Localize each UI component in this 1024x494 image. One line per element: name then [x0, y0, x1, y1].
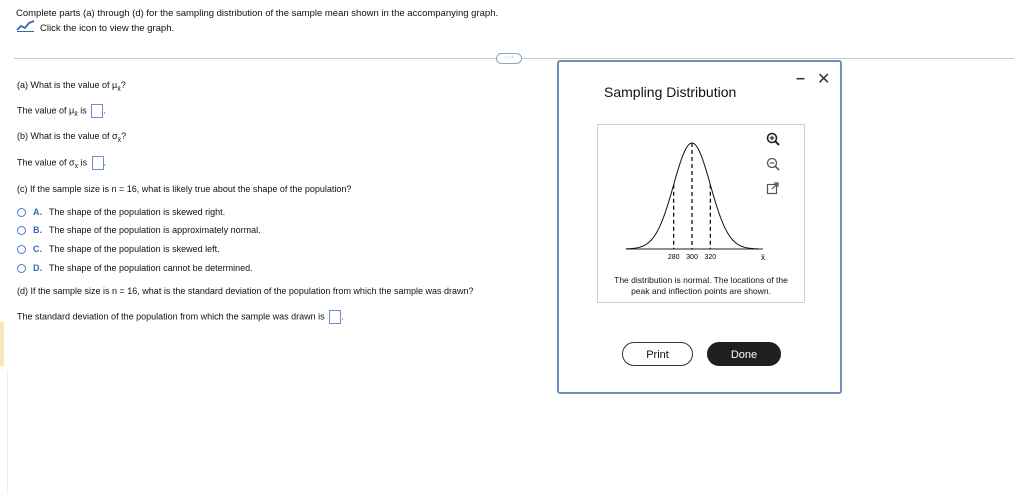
answer-d-input[interactable] [329, 310, 341, 324]
answer-b-input[interactable] [92, 156, 104, 170]
tick-label-320: 320 [704, 254, 717, 261]
radio-option-d[interactable] [17, 264, 26, 273]
minimize-button[interactable]: – [796, 70, 805, 87]
radio-option-c[interactable] [17, 245, 26, 254]
instruction-text: Complete parts (a) through (d) for the sampling distribution of the sample mean shown in the accompanying graph. [16, 8, 499, 19]
dialog-title: Sampling Distribution [604, 84, 737, 100]
graph-icon[interactable] [16, 20, 35, 36]
option-b[interactable]: B. The shape of the population is approximately normal. [17, 225, 261, 235]
graph-caption: The distribution is normal. The locations of the peak and inflection points are shown. [614, 275, 788, 296]
print-button[interactable]: Print [622, 342, 693, 366]
graph-dialog [557, 60, 842, 394]
tick-label-280: 280 [667, 254, 680, 261]
answer-a-row: The value of $\mu_{x̄}$ is . [17, 105, 106, 119]
graph-link[interactable]: Click the icon to view the graph. [40, 22, 175, 34]
zoom-in-icon[interactable] [765, 131, 781, 147]
question-b: (b) What is the value of $\sigma_{x̄}$? [17, 131, 127, 144]
answer-d-row: The standard deviation of the population from which the sample was drawn is . [17, 310, 344, 324]
side-accent [0, 322, 4, 366]
radio-option-a[interactable] [17, 208, 26, 217]
done-button[interactable]: Done [707, 342, 781, 366]
graph-panel [597, 124, 805, 303]
answer-b-row: The value of $\sigma_x$ is . [17, 157, 107, 171]
side-rule [7, 370, 8, 494]
tick-label-300: 300 [686, 254, 698, 261]
close-button[interactable]: ✕ [817, 71, 831, 88]
external-link-icon[interactable] [765, 180, 781, 196]
x-axis-label: x̄ [761, 253, 765, 262]
option-a[interactable]: A. The shape of the population is skewed right. [17, 207, 225, 217]
more-button[interactable]: ···· [496, 53, 522, 64]
question-c: (c) If the sample size is n = 16, what is likely true about the shape of the population? [17, 184, 352, 194]
zoom-out-icon[interactable] [765, 156, 781, 172]
question-a: (a) What is the value of $\mu_{x̄}$? [17, 80, 126, 93]
header [16, 7, 498, 36]
question-d: (d) If the sample size is n = 16, what is the standard deviation of the population from which the sample was drawn? [17, 286, 474, 296]
option-c[interactable]: C. The shape of the population is skewed left. [17, 244, 220, 254]
answer-a-input[interactable] [91, 104, 103, 118]
radio-option-b[interactable] [17, 226, 26, 235]
option-d[interactable]: D. The shape of the population cannot be determined. [17, 263, 253, 273]
